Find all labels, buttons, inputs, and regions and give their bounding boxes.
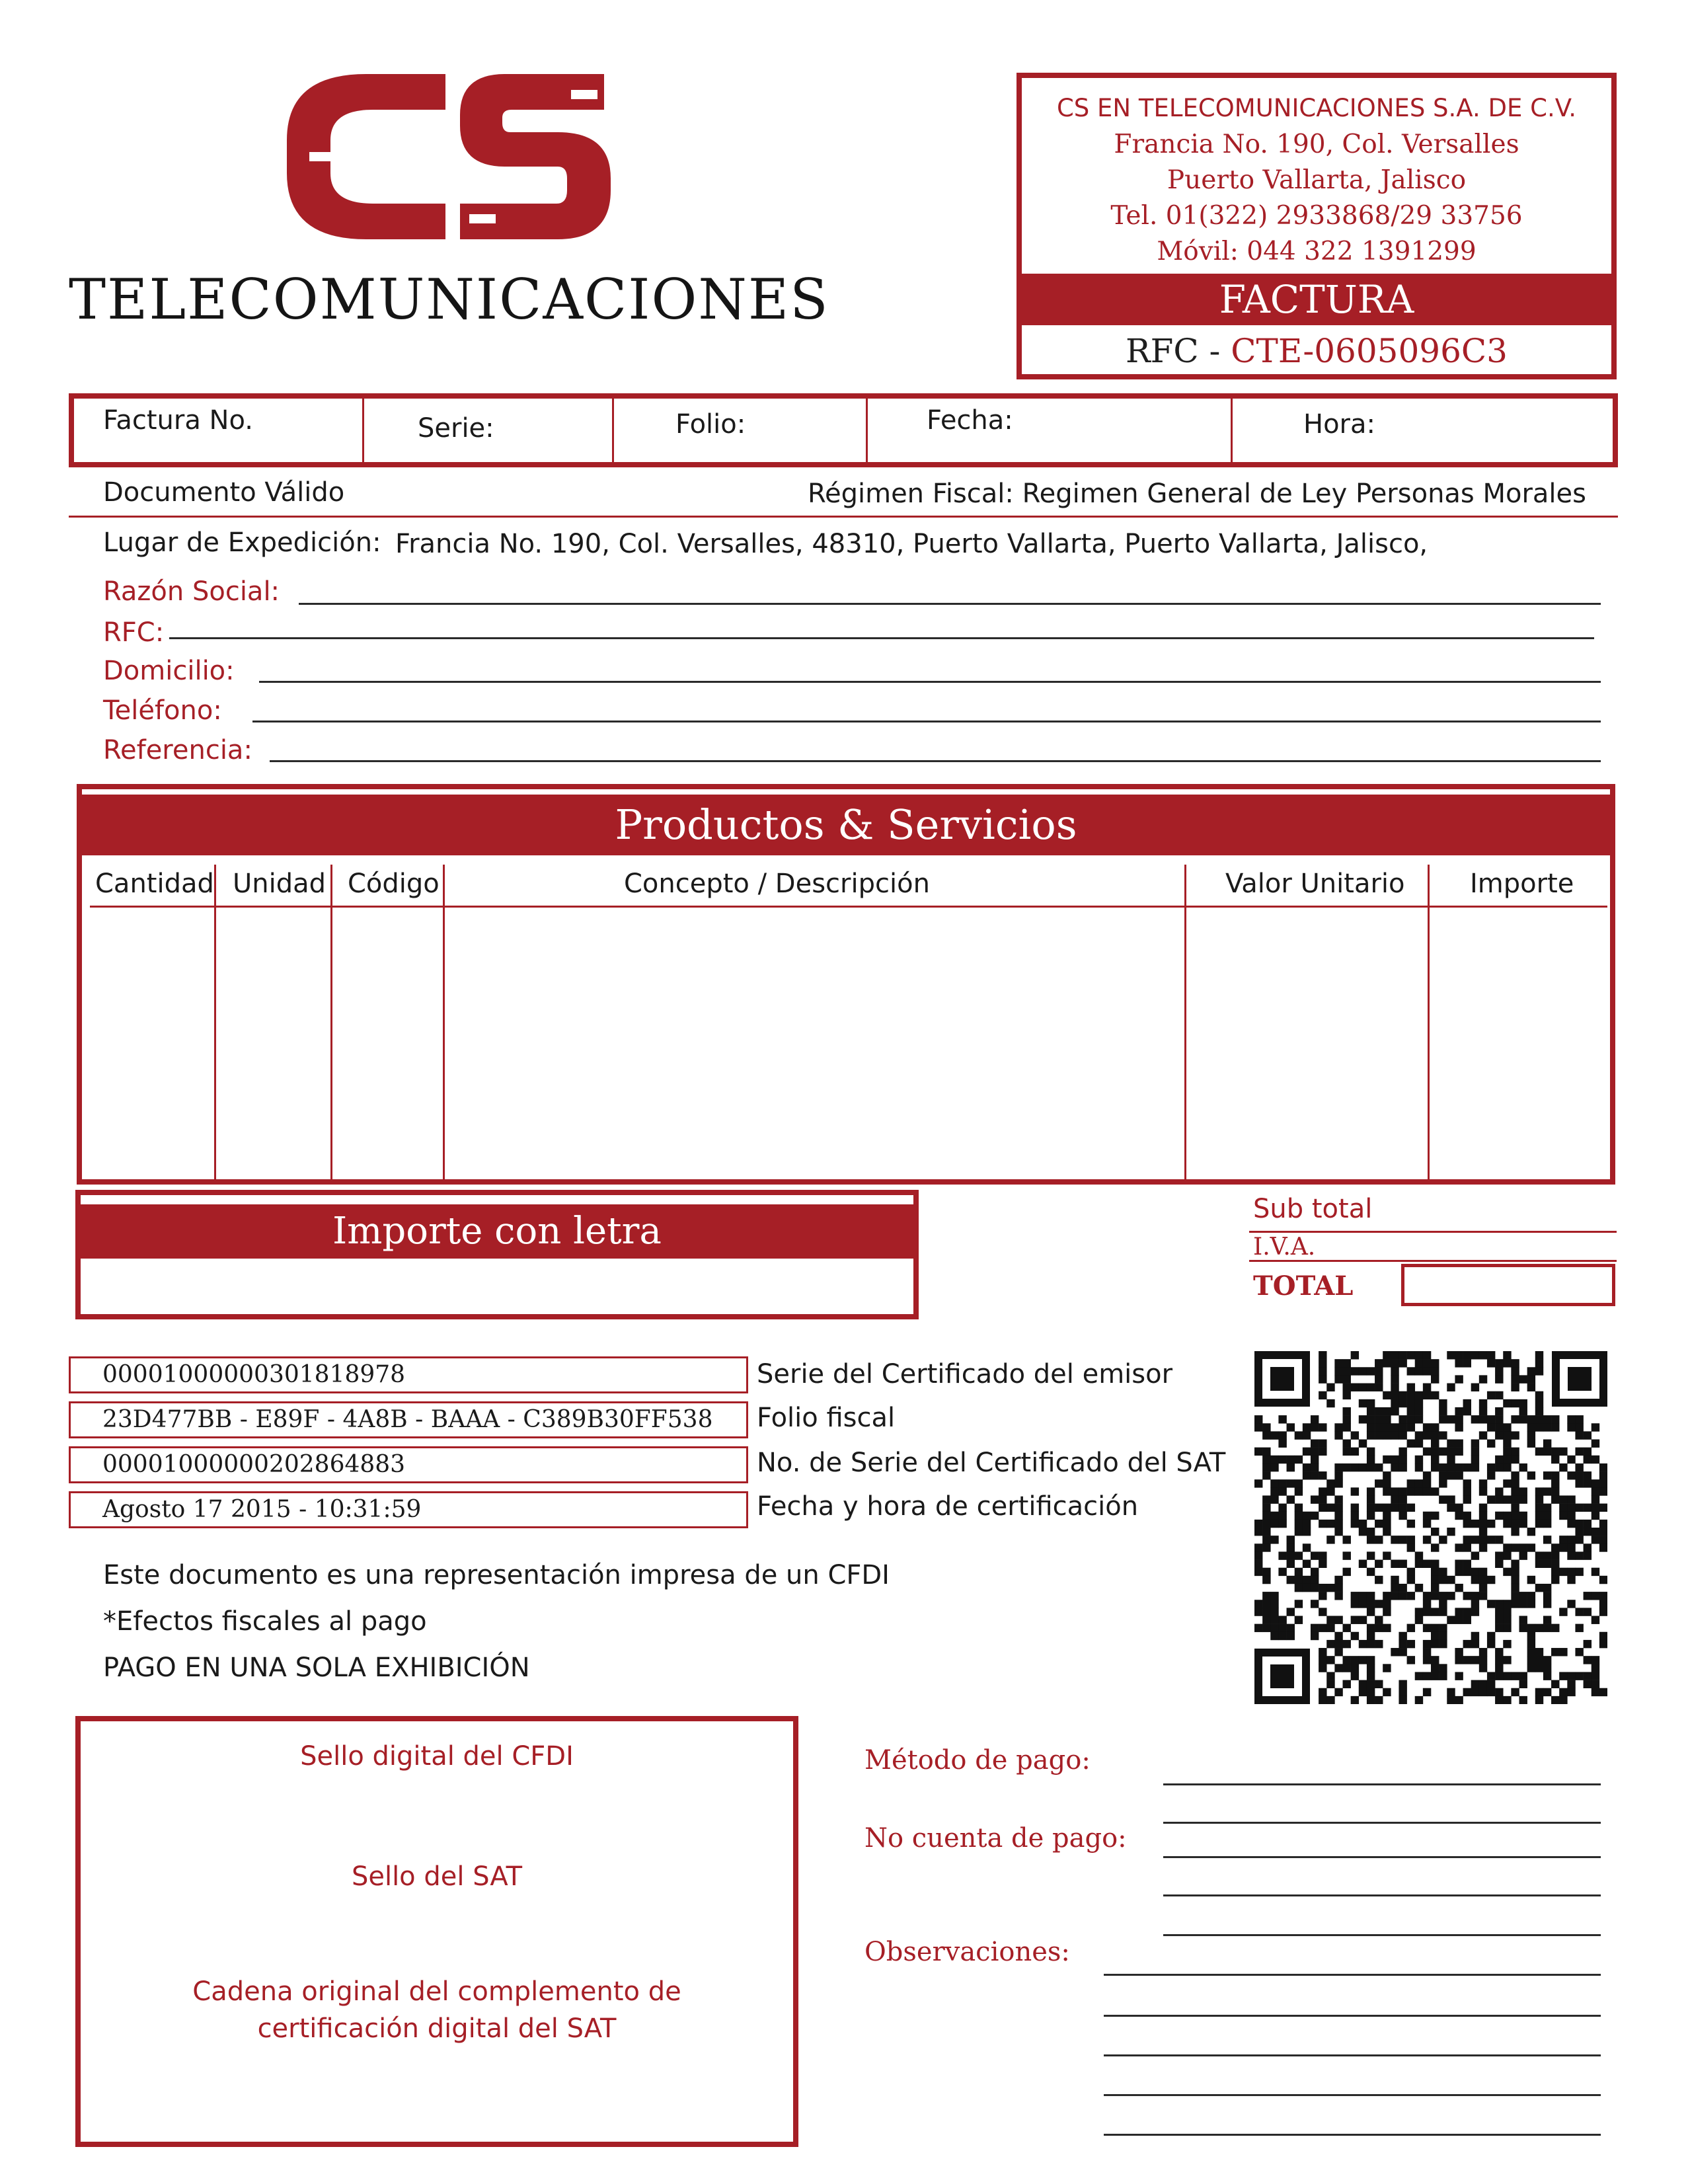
observaciones-label: Observaciones: (864, 1937, 1070, 1967)
folio-fiscal-label: Folio fiscal (757, 1403, 896, 1433)
invoice-header-table (69, 393, 1618, 467)
iva-label: I.V.A. (1253, 1233, 1316, 1261)
telefono-field[interactable] (252, 721, 1601, 722)
importe-letra-box (75, 1190, 919, 1319)
fecha-label: Fecha: (927, 405, 1013, 436)
cadena-original-label-1: Cadena original del complemento de (192, 1976, 681, 2007)
col-cantidad: Cantidad (95, 869, 214, 899)
factura-no-label: Factura No. (103, 405, 253, 436)
observaciones-field-4[interactable] (1104, 2094, 1601, 2096)
total-label: TOTAL (1253, 1270, 1354, 1302)
domicilio-field[interactable] (259, 681, 1601, 683)
serie-certificado-emisor-value: 00001000000301818978 (69, 1356, 748, 1393)
observaciones-field-2[interactable] (1104, 2015, 1601, 2017)
observaciones-field-3[interactable] (1104, 2054, 1601, 2056)
cuenta-pago-field-3[interactable] (1163, 1934, 1601, 1936)
qr-code-icon (1254, 1351, 1607, 1704)
serie-certificado-sat-label: No. de Serie del Certificado del SAT (757, 1448, 1226, 1478)
referencia-label: Referencia: (103, 735, 252, 765)
products-table (77, 784, 1615, 1185)
sello-sat-label: Sello del SAT (351, 1861, 523, 1892)
documento-valido: Documento Válido (103, 477, 345, 508)
subtotal-label: Sub total (1253, 1194, 1373, 1224)
products-title: Productos & Servicios (82, 795, 1610, 855)
metodo-pago-field-2[interactable] (1163, 1822, 1601, 1824)
razon-social-label: Razón Social: (103, 576, 280, 607)
rfc-value: CTE-0605096C3 (1231, 332, 1508, 370)
referencia-field[interactable] (270, 760, 1601, 762)
col-unidad: Unidad (233, 869, 326, 899)
sello-cfdi-label: Sello digital del CFDI (300, 1741, 574, 1772)
company-phone: Tel. 01(322) 2933868/29 33756 (1110, 201, 1523, 231)
observaciones-field-1[interactable] (1104, 1974, 1601, 1976)
lugar-expedicion-label: Lugar de Expedición: (103, 527, 381, 558)
company-name: CS EN TELECOMUNICACIONES S.A. DE C.V. (1056, 94, 1577, 122)
telefono-label: Teléfono: (103, 695, 222, 726)
domicilio-label: Domicilio: (103, 656, 235, 686)
col-concepto: Concepto / Descripción (624, 869, 930, 899)
company-city: Puerto Vallarta, Jalisco (1167, 165, 1467, 195)
logo-wordmark: TELECOMUNICACIONES (69, 267, 829, 332)
document-type-banner: FACTURA (1022, 274, 1611, 325)
note-cfdi: Este documento es una representación impresa de un CFDI (103, 1560, 890, 1590)
fecha-certificacion-value: Agosto 17 2015 - 10:31:59 (69, 1491, 748, 1528)
company-address: Francia No. 190, Col. Versalles (1114, 130, 1519, 159)
note-efectos-fiscales: *Efectos fiscales al pago (103, 1606, 427, 1637)
regimen-fiscal: Régimen Fiscal: Regimen General de Ley Personas Morales (808, 479, 1586, 509)
cadena-original-label-2: certificación digital del SAT (257, 2013, 617, 2044)
company-logo (69, 69, 829, 346)
importe-letra-title: Importe con letra (81, 1204, 913, 1259)
metodo-pago-label: Método de pago: (864, 1745, 1091, 1775)
company-mobile: Móvil: 044 322 1391299 (1157, 237, 1477, 266)
total-value-box[interactable] (1401, 1264, 1615, 1306)
cuenta-pago-label: No cuenta de pago: (864, 1823, 1127, 1853)
folio-fiscal-value: 23D477BB - E89F - 4A8B - BAAA - C389B30FF538 (69, 1401, 748, 1438)
note-pago-exhibicion: PAGO EN UNA SOLA EXHIBICIÓN (103, 1653, 530, 1683)
razon-social-field[interactable] (299, 603, 1601, 605)
cuenta-pago-field[interactable] (1163, 1856, 1601, 1858)
cs-monogram-logo-icon (287, 74, 617, 266)
folio-label: Folio: (675, 409, 746, 440)
company-rfc (1022, 332, 1611, 370)
fecha-certificacion-label: Fecha y hora de certificación (757, 1491, 1139, 1522)
cuenta-pago-field-2[interactable] (1163, 1894, 1601, 1896)
col-importe: Importe (1470, 869, 1574, 899)
serie-label: Serie: (418, 413, 494, 444)
metodo-pago-field[interactable] (1163, 1783, 1601, 1785)
observaciones-field-5[interactable] (1104, 2134, 1601, 2136)
col-valor-unitario: Valor Unitario (1225, 869, 1405, 899)
rfc-cliente-label: RFC: (103, 617, 165, 648)
serie-certificado-emisor-label: Serie del Certificado del emisor (757, 1359, 1173, 1389)
lugar-expedicion-value: Francia No. 190, Col. Versalles, 48310, Puerto Vallarta, Puerto Vallarta, Jalisco, (395, 529, 1428, 559)
rfc-cliente-field[interactable] (169, 637, 1594, 639)
serie-certificado-sat-value: 00001000000202864883 (69, 1446, 748, 1483)
rfc-label: RFC - (1126, 332, 1221, 370)
seals-box (75, 1716, 798, 2147)
hora-label: Hora: (1303, 409, 1375, 440)
company-info-box (1017, 73, 1617, 379)
col-codigo: Código (348, 869, 440, 899)
